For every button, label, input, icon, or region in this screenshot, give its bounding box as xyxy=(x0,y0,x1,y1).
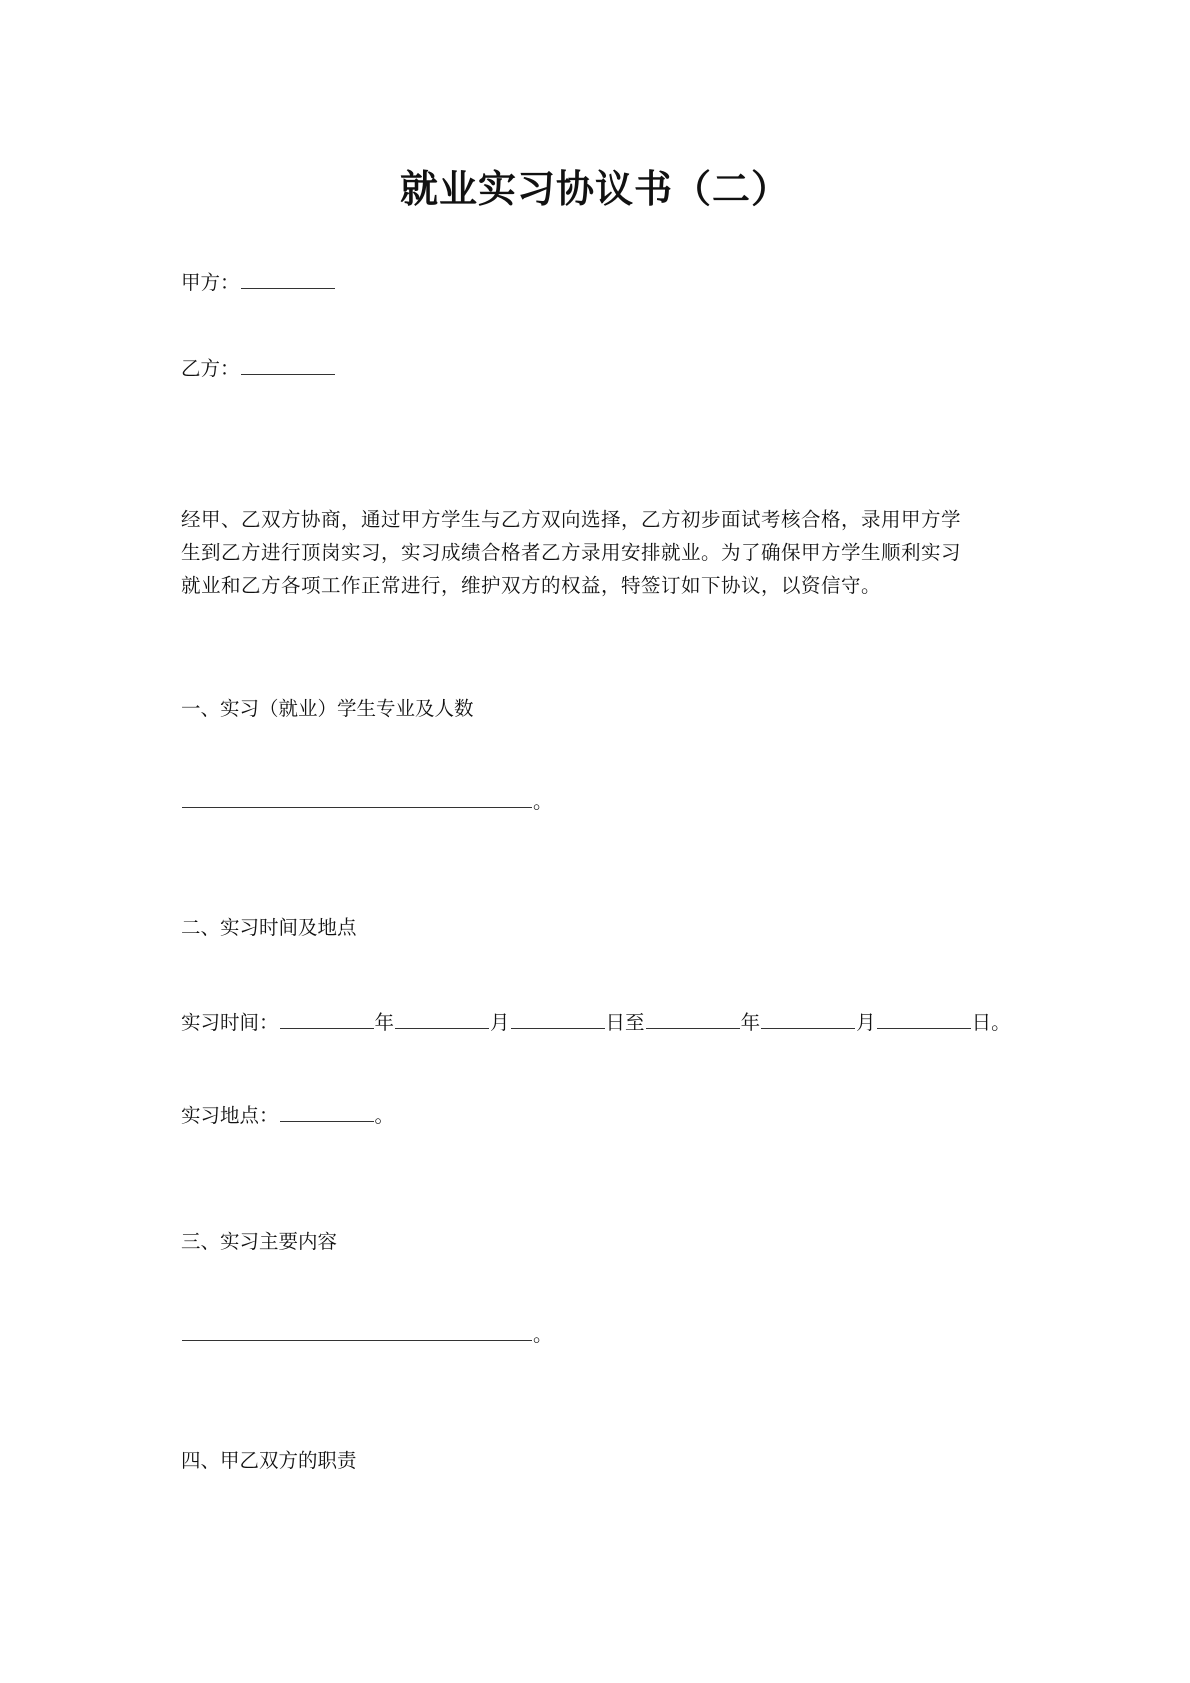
intro-paragraph xyxy=(181,503,1021,602)
section-1-heading: 一、实习（就业）学生专业及人数 xyxy=(181,697,474,720)
start-day-blank[interactable] xyxy=(511,1010,605,1029)
party-b-blank[interactable] xyxy=(241,356,335,375)
unit-year: 年 xyxy=(374,1011,395,1034)
party-b-label: 乙方： xyxy=(181,357,240,380)
place-suffix: 。 xyxy=(374,1104,395,1127)
end-month-blank[interactable] xyxy=(761,1010,855,1029)
start-year-blank[interactable] xyxy=(280,1010,374,1029)
internship-place-line xyxy=(181,1103,394,1128)
section-4-heading: 四、甲乙双方的职责 xyxy=(181,1449,357,1472)
party-b-line xyxy=(181,356,336,381)
party-a-line xyxy=(181,270,336,295)
unit-year-2: 年 xyxy=(740,1011,761,1034)
intro-line-2: 生到乙方进行顶岗实习，实习成绩合格者乙方录用安排就业。为了确保甲方学生顺利实习 xyxy=(181,541,962,564)
start-month-blank[interactable] xyxy=(395,1010,489,1029)
unit-month-2: 月 xyxy=(856,1011,876,1034)
intro-line-3: 就业和乙方各项工作正常进行，维护双方的权益，特签订如下协议，以资信守。 xyxy=(181,574,882,597)
unit-day-to: 日至 xyxy=(605,1011,645,1034)
section-1-blank-line xyxy=(181,789,553,814)
section-1-suffix: 。 xyxy=(533,790,553,813)
place-blank[interactable] xyxy=(280,1103,374,1122)
party-a-label: 甲方： xyxy=(181,271,240,294)
end-day-blank[interactable] xyxy=(877,1010,971,1029)
section-1-blank[interactable] xyxy=(182,789,532,808)
section-3-suffix: 。 xyxy=(533,1323,553,1346)
section-3-blank[interactable] xyxy=(182,1322,532,1341)
end-year-blank[interactable] xyxy=(646,1010,740,1029)
unit-day-end: 日。 xyxy=(971,1011,1011,1034)
time-label: 实习时间： xyxy=(181,1011,279,1034)
place-label: 实习地点： xyxy=(181,1104,279,1127)
internship-time-line xyxy=(181,1010,1011,1035)
intro-line-1: 经甲、乙双方协商，通过甲方学生与乙方双向选择，乙方初步面试考核合格，录用甲方学 xyxy=(181,508,962,531)
section-3-blank-line xyxy=(181,1322,553,1347)
section-3-heading: 三、实习主要内容 xyxy=(181,1230,338,1253)
document-title: 就业实习协议书（二） xyxy=(399,166,790,211)
party-a-blank[interactable] xyxy=(241,270,335,289)
unit-month: 月 xyxy=(490,1011,510,1034)
section-2-heading: 二、实习时间及地点 xyxy=(181,916,357,939)
